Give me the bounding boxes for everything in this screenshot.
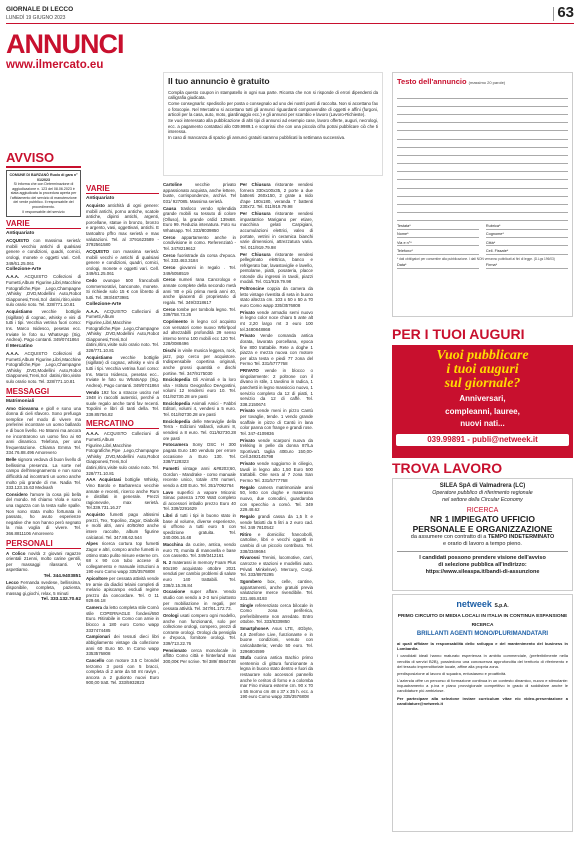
ad-lead: Coprimento [163,318,188,324]
ad-body: l'amore la cosa più bella del mondo. Mi chiamo Viola e sono una ragazza con la testa sulle spalle. Non sono stata molto fortunata in passato, ho avuto esperienze negative che non hanno però segnato la mia voglia di vivere. Tel. 366.8811106 Amorevero [6,491,81,537]
classified-ad [86,390,159,418]
classified-ad [163,613,236,647]
job-company: SILEA SpA di Valmadrera (LC) [439,483,526,489]
classified-ad [86,658,159,686]
classified-ad [163,466,236,488]
classified-ad [163,182,236,204]
classified-ad [240,286,313,308]
job-role: PERSONALE E ORGANIZZAZIONE [412,524,553,534]
intro-title: Il tuo annuncio è gratuito [168,76,270,86]
ad-lead: Acquistiamo [6,309,33,315]
ad-lead: Vendo [86,389,100,395]
netweek-paragraph: predisposizione al lavoro di squadra, entusiasmo e proattività. [397,670,507,676]
ad-body: superfici a vapore Miconic Simac potenza 1700 Watt completo di accessori imballo prezzo Euro 40 Tel. 339/2291629 [163,489,236,512]
intro-paragraph: Come consegnarlo: spediscilo per posta o consegnalo ad uno dei nostri punti di raccolta. Non si accettano fax o fotocopie. Nel Mercatino si accettano tutti gli annunci riguardanti compravendite di oggetti e affini (furgoni, articoli per la casa, auto, moto, giardinaggio ecc.) e gli annunci per scambio e lavoro (Lavoro-Richieste). [168,101,378,118]
netweek-ricerca: RICERCA [471,622,494,628]
ad-lead: Amo Giovanna [6,405,39,411]
ad-lead: Privato [240,333,255,339]
page-number: 63 [557,4,574,21]
ad-body: ristorante vendesi fornera 330x100x35, 2 porte a due battenti 260x150, 2 grate a nido d'ape 180x180, veranda 7 battenti 230x72. Tel. 011/919.79.98 [240,182,313,210]
netweek-claim: PRIMO CIRCUITO DI MEDIA LOCALI IN ITALIA IN CONTINUA ESPANSIONE [397,613,568,619]
classified-ad [163,307,236,318]
ad-lead: Cerco [163,234,176,240]
ad-lead: ACQUISTO [6,238,30,244]
ad-body: dei tessuti dieci libri abbigliamento vintage da collezione anni 60 Euro 50. In Como wapp 3353576808 [86,634,159,657]
avviso-box [6,170,81,217]
job-descriptor: Operatore pubblico di riferimento regionale [432,490,533,496]
section-heading: VARIE [86,184,159,194]
classified-ad [240,485,313,513]
subsection-heading: Antiquariato [6,231,35,237]
ad-body: Vende comanda antica dorata, lavorata porcellana, epoca fine 800 trattabile. Rete a doghe 1 piazza e mezza nuova con motore per alza testa e piedi 77 zona del Fermo Tel. 331/5777768 [240,333,313,367]
ad-body: in legno col acquisto con versatori come nuovo Whirlpool ad altezzabilli profondità 29 senso interno termo 100 mobili ecc 120 Tel. 228/0088496 [163,318,236,347]
ad-lead: Rivarossi [240,555,260,561]
ad-body: fuoristrade da corsa d'epoca. Tel. 333.463.3184 [163,252,236,264]
ad-lead: Stufa [240,655,251,661]
data-field[interactable]: Data* [397,263,479,269]
promo-headline: sul giornale? [444,376,521,391]
job-candidates: di selezione pubblica all'indirizzo: [438,562,527,568]
ads-column-3 [163,182,236,832]
section-heading: MERCATINO [86,419,159,429]
classified-ad [163,348,236,376]
ad-body: appartamento anche in condivisione in como. Referenziatò - Tel. 3478219612 [163,234,236,251]
auguri-promo[interactable] [392,345,573,458]
promo-contact[interactable]: 039.99891 - publi@netweek.it [396,434,569,446]
classified-ad [163,401,236,418]
ad-body: da letto completa stile Comò stile COPERNAGLE fondesi/650 Euro. Ritirabile in Como con arnie in blocco a 180 euro Como wapp 3337474485 [86,605,159,633]
classified-ad [163,377,236,399]
promo-headline: i tuoi auguri [446,362,519,377]
ad-lead: Regalo [240,513,255,519]
auguri-heading: PER I TUOI AUGURI [392,326,525,342]
ad-body: vende scarponi nuova da trekking in pelle da donna 87/La Sportiva/1 taglia 40Euro 150,00-Cell.3492145798 [240,437,313,460]
ad-lead: Poltroncine [240,286,265,292]
subsection-heading: Collezione-Arte [6,267,42,273]
ad-lead: Acquisto [86,203,105,209]
ad-body: ristorante vendesi impastatrice Marigano per etiare, macchina gelati Carpigiani, accumulazioni elettrici, valeo di portate, vetrini in ceramica bianchi varie dimensioni, attrezzatura varia. Tel. 011/919.79.98 [240,211,313,250]
ad-body: ACQUISTO Collezioni di Fumetti,Album Figurine,Libri,Macchine Fotografiche,Pipe ,Lego,Champagne ,Whisky ,DVD,Modellini Auto,Robot Giapponesi,Treni,Sol datini,ritiro,visite sulo orario noto. Tel. 328/771.10.81 [6,350,81,384]
ad-body: fumetti pago altissimi prezzi, Tex, Topolino, Zagor, Diabolik e molti altri, anni 40/50/60 anche intere raccolte, album figurine calciatori. Tel. 347.88.62.544 [86,512,159,540]
ad-body: da cucire, antica, vendo euro 70, munita di manovella e base con cassetto. Tel. 349/3412161 [163,542,236,559]
classified-ad [6,580,81,597]
ad-lead: Enciclopedia [163,377,191,383]
annunci-logo [6,30,156,76]
form-hint: (massimo 20 parole) [468,80,506,85]
ad-body: super affare. Vendo studio con vendo a 2-3 Iuni piuttosto per mobiliazione in regali, per cessata attività. Tel. 347/91.172.73. [163,589,236,612]
ad-body: vende meni in pizzo Cantù per tovaglie, tende. 1 vendo grande scaffale in pizzo di Cantù in lana color panna con frange e grandi rose. Tel. 347-4109836 [240,408,313,436]
ad-lead: A.A.A. [6,274,20,280]
silea-job-ad [392,478,573,591]
ad-body: con massima serietà: mobili vecchio antichi di qualsiasi genere e condizioni, quadri, cornici, orologi, monete e oggetti vari. Cell. 349/61.25.061 [6,238,81,266]
ad-body: giovanni in regalo . Tel. 349/6058519 [163,265,236,276]
classified-ad [6,274,81,308]
ad-lead: A.A.A. [6,350,20,356]
ad-body: vecchie bottiglie (sigillate) di cognac, whisky e vini di tutti i tipi. Vecchia vetrina fuori corso: Ins. Marco Isidesco, pesetas ecc.. Inviate le foto su WhatsApp (Sig. Andrea). Pago contanti. 349/0741864 [86,354,159,388]
classified-ad [163,648,236,665]
classified-ad [86,278,159,300]
classified-ad [163,319,236,347]
cognome-field[interactable]: Cognome* [486,232,568,238]
intro-paragraph: Se vuoi interessato alla pubblicazione di altri tipi di annunci ad esempio case, lavoro offerte, auguri, necrologi, ecc. a pagamento contattaci allo 039.9989.1 e scoprirai che con una piccola cifra potrai pubblicare ciò che ti interessa. [168,118,378,135]
ad-body: tombe per tombola legno. Tel. 339/758.73.26 [163,306,236,318]
ad-body: numeri rana Cancrologo e annate complete della secondo metà anni '80 e più prima metà anni 40, anche ipiacenti di proprietario di regalo. Tel. 349/3318617 [163,277,236,305]
ad-lead: Cerco [163,252,176,258]
classified-ad [240,579,313,601]
classified-ad [240,211,313,250]
header-divider [553,7,554,21]
ad-body: vende in blocco o singolarmente: 2 poltrone con il divano in stile, 1 tavolino in radica, 1 panchetti in legno massiccio nuovo, 1 servizio completo da 12 di piatti, 1 servizio da 12 di caffè. Tel. 338.2150674 [240,368,313,407]
avviso-ruolo: Ruolo di gara n° 01/2023 [37,173,78,182]
classified-ad [6,309,81,343]
ad-lead: Fotocamera [163,442,188,448]
cell-field[interactable]: Cell. Fissate* [486,249,568,255]
ad-lead: Pensionato [163,647,187,653]
trova-lavoro-heading: TROVA LAVORO [392,460,503,476]
form-title: Testo dell'annuncio (massimo 20 parole) [397,77,506,86]
classified-ad [240,555,313,577]
classified-ad [86,512,159,540]
ad-lead: N. 2 [163,560,172,566]
job-hours: e orario di lavoro a tempo pieno. [443,541,522,547]
section-heading: PERSONALI [6,539,81,549]
ad-body: novità 2 giovani ragazze orientali 21enni, molto carine gentili, per massaggi rilassanti. Vi aspettiamo. [6,550,81,573]
classified-ad [163,265,236,276]
classified-ad [240,461,313,483]
classified-ad [163,560,236,588]
ads-column-1 [6,150,81,836]
telefono-field[interactable]: Telefono* [397,249,479,255]
avviso-heading: AVVISO [6,150,81,168]
ad-body: ovunque 500 francobolli commemorativi, banconote, monete. Si richiede solo 15 € con libretto di tutti. Tel. 393/4873981 [86,278,159,300]
ad-lead: Privato [240,437,255,443]
ad-body: vende soggiorno in ciliegio, tavoli in legno alto 1,50 Euro 500 trattabili. Orie sera al 7 zona San Fermo Tel. 331/5777768 [240,461,313,483]
ad-body: delle Meraviglie della Terra - Edizioni Vallardi, volumi 8, vendesi a 8 euro. Tel. 011/92730.28 ore pasti [163,418,236,441]
ad-lead: Macchina [163,542,184,548]
form-note: * dati obbligatori per consentire alla pubblicazione. I dati NON verranno pubblicati ai fini di legge. (D.Lgs 196/03) [397,256,555,261]
ad-body: usati compero ogni modello, anche non funzionanti, solo per collezione orologi, compero, prezzi di corrante orologi. Orologi da pensiglia e d'epoca, fornitore orologi. Tel. 339/713.22.76 [163,612,236,646]
netweek-logo: netweek S.p.A. [456,599,509,609]
ad-lead: Orologi [163,612,179,618]
ad-lead: Enciclopedia [163,418,191,424]
ad-body: Trenini, locomotive, carri, carrozze e stazioni e modellini auto. Privati Minkelsve). Mercury, Corgi. Tel. 333/8970295 [240,555,313,578]
classified-ad [163,277,236,305]
ad-body: cerca monolocale in affitto Como città e hinterland max 300,00€ Per scrive. Tel 389/ 8564748 [163,647,236,664]
netweek-paragraph: ai quali affidare la responsabilità dello sviluppo e del mantenimento del business in Lombardia. [397,640,568,652]
ad-body: box, celle, cantine, appartamenti, anche gratuiti previa valutazione merce rivendibile. Tel. 331.465.8193 [240,579,313,601]
ad-lead: Enciclopedia [163,400,191,406]
ad-body: ricerca cortura top fumetti Zagor e altri, compro anche fumetti in ottimo stato pulito misure esterne cm. 68 x 90 con tubo accese di collegamento e manuale istruzioni a 190 euro Como wapp 335/3576808 [86,541,159,575]
job-ricerca: RICERCA [466,507,499,514]
ad-lead: Camera [86,605,103,611]
ad-lead: Per Chiusura [240,182,271,187]
classified-ad [240,603,313,625]
promo-subtitle: nuovi nati... [460,419,505,428]
ad-lead: Cartoline [163,182,183,187]
promo-subtitle: Anniversari, [459,394,506,403]
ad-lead: Dischi [163,348,177,354]
job-contract: da assumere con contratto di a TEMPO INDETERMINATO [410,534,555,540]
classified-ad [163,235,236,252]
coupon-form [392,72,573,317]
classified-ad [86,541,159,575]
ad-lead: Privato [240,309,255,315]
ad-lead: ACQUISTO [86,249,110,255]
ad-lead: Occasione [163,589,186,595]
ad-lead: Ritiro [240,531,252,537]
ad-body: vecchie bottiglie (sigillate) di cognac, whisky e vini di tutti i tipi. Vecchia vetrina fuori corso: Ins. Marco Isidesco, pesetas ecc. Inviate le foto su WhatsApp (Sig. Andrea). Pago contanti. 349/0741864 [6,309,81,343]
ad-body: in vinile musica leggera, rock, jazz, pop cerco per acquistore. Indispensabile copertina originali, anche grossi quantità e dischi portine. Tel. 347/9175030 [163,348,236,376]
ad-lead: Cerco [163,306,176,312]
text-lines[interactable] [397,90,568,221]
ad-lead: Cedo [86,278,97,284]
classified-ad [6,238,81,266]
ads-column-4 [240,182,313,832]
ad-body: Sony DSC H 300 pagata Euro 180 venduto per errore occasione a Euro 130. Tel. 338/7128323 [163,442,236,465]
annunci-url[interactable]: www.ilmercato.eu [6,59,104,71]
ad-lead: Libri [163,513,173,519]
ad-lead: Per Chiusura [240,211,271,217]
ad-body: trasloco vendo splendida grande mobili su tessuto di colore (Olluso), la grande ordid 139x68. Euro 99. Reduzia intenatura. Foto su Whatsapp. Tel. 333/8039850 [163,205,236,233]
ad-lead: Privato [240,461,255,467]
ad-body: con massima serietà: mobili vecchi e antichi di qualsiasi genere e condizioni, quadri, cornici, orologi, monete e oggetti vari. Cell. 349/61.25.061 [86,249,159,277]
ad-lead: Campionari [86,634,111,640]
classified-ad [163,442,236,464]
ad-body: grandi cassa da 1,5 lt e vende fatiotti da 5 litri a 2 euro cad. Tel. 349 7810542 [240,513,313,531]
ad-lead: Per Chiusura [240,251,271,257]
ad-body: Asus LTE, 4Gbyte, 4,6 Zenfone Live, funzionante e in buone condizioni, venuto con caricabatteria; vendo 50 euro. Tel. 3296804599 [240,626,313,654]
classified-ad [6,492,81,537]
ad-lead: A.A.A. [86,431,100,437]
classified-ad [163,206,236,234]
classified-ad [163,419,236,441]
rubrica-field[interactable]: Rubrica* [486,224,568,230]
subsection-heading: Matrimoniali [6,398,35,404]
ad-lead: Sgombero [240,579,262,584]
classified-ad [240,252,313,286]
ad-lead: Alpes [86,541,98,547]
avviso-comune: COMUNE DI BARZANÒ [9,173,49,177]
via-field[interactable]: Via e n°* [397,241,479,247]
ad-body: Animali Amici - Fabbri Editori, volumi 4, vendesi a 5 euro. Tel. 011/92730.28 ore pasti [163,400,237,418]
ad-body: camera matrimoniale anni 50, letto con doghe e materasso nuovo, due comodini, guardaroba con specchio a comò. Tel. 349 229.48.62 [240,484,313,513]
classified-ad [86,634,159,656]
classified-ad [240,310,313,332]
ad-lead: A Colico [6,550,26,556]
ad-body: vecchie privato appassionato acquista, anche lettere, buste, corrispondenze, archivi. Tel 031/ 927085. Massima serietà. [163,182,236,204]
ad-lead: Cerco [163,277,176,283]
classified-ad [240,514,313,531]
ads-column-2 [86,182,159,832]
classified-ad [86,203,159,248]
testata-field[interactable]: Testata* [397,224,479,230]
ad-body: referenziato cerca bilocale in Como zona periferica, preferibilmente non arredato. Entro ottobre. Tel. 333/8339850 [240,602,313,625]
job-descriptor: nel settore della Circular Economy [442,497,523,503]
classified-ad [6,457,81,491]
ad-lead: Lavo [163,489,174,495]
classified-ad [6,551,81,573]
ad-body: di tutti i tipi in buono stato in base al volume, diverse esperienze, si offrono a tutti euro 5 con spedizione gratuita. Tel. 340.006.16.48 [163,513,236,541]
ad-phone: Tel. 333.132.70.62 [41,597,81,603]
ad-body: bottiglie Whisky, Vino Barolo e Barbaresco vecchie annate e recenti, ricerco anche Rum e distillati in generale. Prezzi ragionevole, max serietà. Tel.339.731.16.27 [86,477,159,511]
publication-name: GIORNALE DI LECCO [6,6,74,13]
ad-phone: Tel. 344.9403851 [43,573,81,579]
promo-headline: Vuoi pubblicare [436,348,529,363]
job-candidates: I candidati possono prendere visione dell'avviso [419,555,546,561]
classified-ad [86,477,159,511]
ad-lead: Cerco [163,265,176,271]
ad-lead: Causa [163,205,177,211]
ad-body: vende armadio semi nuovo in legno color noce chiaro 5 ante alt mt 2,20 largo mt 3 euro 100 tel.3480848868 [240,309,313,332]
ad-body: ristorante vendesi pellegrinato elettrica, banco e refrigerato bar, lavastoviglie e lavello, pentolame, piatti, posateria, placce rotonde diu ingressi in tavoli, piazzi modali. Tel. 011/919.79.98 [240,251,313,285]
classified-ad [163,253,236,264]
ad-body: e gioll e sono una donna di cieli sfavoro. Sono prefuoga semplice nel modo di vivere ma preferirei incontrare un uomo ballardo e di buon livello. Ho 58anni ma ancora ne incontrarono un uomo fino ai 60 anni dinamico. Telefona, per una frequentazione. Chiama Emma Tel. 334.76.88.496 Amorevero [6,405,82,456]
classified-ad [86,355,159,389]
ad-body: Fernanda svedese, bellissima, disponibile, completa, pazienta, massag gi,giochi, relax, 5 minuti [6,579,81,596]
subsection-heading: Il Mercatino [6,343,33,349]
ad-body: signora vedova di buon livello di bellissima presenza. La sorte nel campo dell'insegnamento e non sono difficoltà ad incontrarti un uomo anche molto più grande di me. Nadia Tel. 333.123.15.63 Medvash [6,457,81,491]
ad-lead: Acquisto [86,512,105,518]
classified-ad [6,351,81,385]
classified-ad [240,182,313,210]
avviso-text: Si informa che con Determinazione di aggiudicazione n. 123 del 08.06.2023 è stata aggiudicata la procedura aperta per l'affidamento del servizio di manutenzione del verde pubblico. Il responsabile del procedimento. [10,182,77,209]
ad-lead: A.A.A. [86,308,100,314]
netweek-role: BRILLANTI AGENTI MONO/PLURIMANDATARI [416,631,549,638]
annunci-title: ANNUNCI [6,29,124,59]
netweek-paragraph: L'azienda offre un percorso di formazione continua in un contesto dinamico, nuovo e stimolante: inquadramento a p.iva e piano provvigionale competitivo in grado di soddisfare anche le candidature più ambiziose. [397,678,568,694]
classified-ad [163,513,236,541]
classified-ad [240,368,313,407]
promo-subtitle: compleanni, lauree, [445,406,520,416]
classified-ad [240,655,313,700]
ad-body: Gli Animali e la loro vita - Istituto Geografico DeAgostini, volumi 12 rendersi euro 10. Tel. 011/92730.28 ore pasti [163,377,236,400]
ad-lead: Acquistiamo [86,354,113,360]
ad-body: per cessata attività vende tre arnie da diadici telaini completi di melario apiscampo escludi regime prezzo da concordare. Tel. 0 11 929.66.18 [86,576,159,604]
classified-ad [86,249,159,277]
page-header [6,4,574,24]
classified-ad [163,589,236,611]
classified-ad [240,408,313,436]
ad-body: vintage anni &#8203;60, Gordon - Mandrake - como manuale recente unico, totale 478 numeri, vendo a 430 Euro. Tel. 351/7092764 [163,465,236,488]
section-heading: VARIE [6,219,81,229]
ad-body: coppia da camera da letto vintage rivestita di seta in buono stato altezza cm. 103 x 50 x 50 a 70 euro Como wapp 335/3576808 [240,286,313,309]
ad-lead: SmartphoneA [240,626,269,632]
job-role: NR 1 IMPIEGATO UFFICIO [430,514,535,524]
ad-body: ACQUISTO Collezioni di Fumetti,Album Figurine,Libri,Macchine Fotografiche,Pipe ,Lego,Champagne ,Whisky ,DVD,Modellini Auto,Robot Giapponesi,Treni,Sol datini,ritiro,visite sulo orario noto. Tel. 328/771.10.81 [86,308,159,353]
subsection-heading: Collezione-Arte [86,301,122,307]
ad-lead: Belle [6,457,17,463]
section-heading: MESSAGGI [6,387,81,397]
job-url[interactable]: https://www.sileaspa.it/bandi-di-assunzione [425,569,540,575]
ad-body: ACQUISTO Collezioni di Fumetti,Album Figurine,Libri,Macchine Fotografiche,Pipe ,Lego,Champagne ,Whisky ,DVD,Modellini Auto,Robot Giapponesi,Treni,Sol datini,ritiro,visite sulo orario noto. Tel. 328/771.10.81 [86,431,159,476]
ad-lead: Apicoltore [86,576,108,582]
ad-lead: Lecco [6,579,19,585]
ad-lead: Regalo [240,484,255,490]
firma-field[interactable]: Firma* [486,263,568,269]
classified-ad [240,333,313,367]
netweek-apply[interactable]: Per partecipare alla selezione inviare curriculum vitae e/o video-presentazione a candidature@netweek.it [397,695,568,706]
citta-field[interactable]: Città* [486,241,568,247]
classified-ad [86,576,159,604]
ad-lead: PRIVATO [240,368,259,374]
ad-body: e domicilio: francobolli, cartoline, libri e vecchi oggetti in cambio di un piccolo contributo. Tel. 338/3349694 [240,531,313,554]
ad-body: 192 fox a stracce uscito nel 1948 in raccolti autentici, perché a suole regalo anche tanti fav recenti. Topolini e libri di tanti della. Tel. 339.85756.82 [86,389,159,417]
ad-lead: AAA Acquistasi [86,477,122,483]
netweek-ad [392,594,573,832]
classified-ad [163,542,236,559]
subsection-heading: Antiquariato [86,196,115,201]
classified-ad [86,309,159,354]
classified-ad [240,626,313,654]
classified-ad [86,431,159,476]
issue-date: LUNEDÌ 19 GIUGNO 2023 [6,15,66,21]
ad-body: con motore 3.5 C brondel terzomo 3 posti con 5 bracci, completa di 2 ante da 50 mt raviyn , ancora a 2 gutionto nuovi Euro 900,00 tratt. Tel. 333/5932823 [86,657,159,686]
classified-ad [240,532,313,554]
intro-paragraph: In caso di mancanza di spazio gli annunci gratuiti saranno pubblicati la settimana successiva. [168,135,346,141]
ad-body: ACQUISTO Collezioni di Fumetti,Album Figurine,Libri,Macchine Fotografiche,Pipe ,Lego,Champagne ,Whisky ,DVD,Modellini Auto,Robot Giapponesi,Treni,Sol datini,ritiro,visite sulo orario noto. Tel. 328/771.10.81 [6,274,81,308]
classified-ad [6,406,81,456]
netweek-paragraph: I candidati ideali hanno maturato esperienza in ambito commerciale, (preferibilmente nella vendita di servizi B2B), possiedono una conoscenza approfondita del territorio di riferimento e del tessuto imprenditoriale locale, affine alla propria zona. [397,653,568,669]
ad-lead: Single [240,602,254,608]
ad-lead: Cancello [86,657,105,663]
job-divider [397,551,568,552]
ad-body: materassi in memory Foam Plus 80x190 acquistato ottobre 2021 venduti per cambio problemi di salute euro 140 trattabili. Tel. 338/2.15.36.84 [163,560,236,588]
nome-field[interactable]: Nome* [397,232,479,238]
ad-lead: Considero [6,491,28,497]
ad-lead: Privato [240,408,255,414]
classified-ad [86,605,159,633]
ad-lead: Fumetti [163,465,179,471]
ad-body: antichità di ogni genere: mobili antichi, porno antiche, scatole antiche, dipinti antichi, argenti, porcellane, statue in bronzo, bronzo e argento, vasi, oggettivari, antichi. E tantoaltro pffro max serietà e max valutazioni. Tel. al 3791623589 - 3792561580 [86,203,159,248]
classified-ad [163,490,236,512]
avviso-signature: Il responsabile del servizio [22,209,65,214]
intro-box [163,72,383,176]
classified-ad [240,438,313,460]
intro-paragraph: Compila questo coupon in stampatello in ogni sua parte. Riconta che non si risponde di errori dipendenti da calligrafia giudicata. [168,89,378,101]
ad-body: cucina antica Bachio primo ventennio di gittura funzionante a legna in buono stato dentro e fuori da restaurare solo accessori pannello anche le ceritos di forno e a colomba mar Fino misura esterne cm. 90 x 70 x 55 Inorno cm 48 x 37 x 35 h. ecc. a 190 euro Como wapp 335/3576808 [240,655,313,700]
